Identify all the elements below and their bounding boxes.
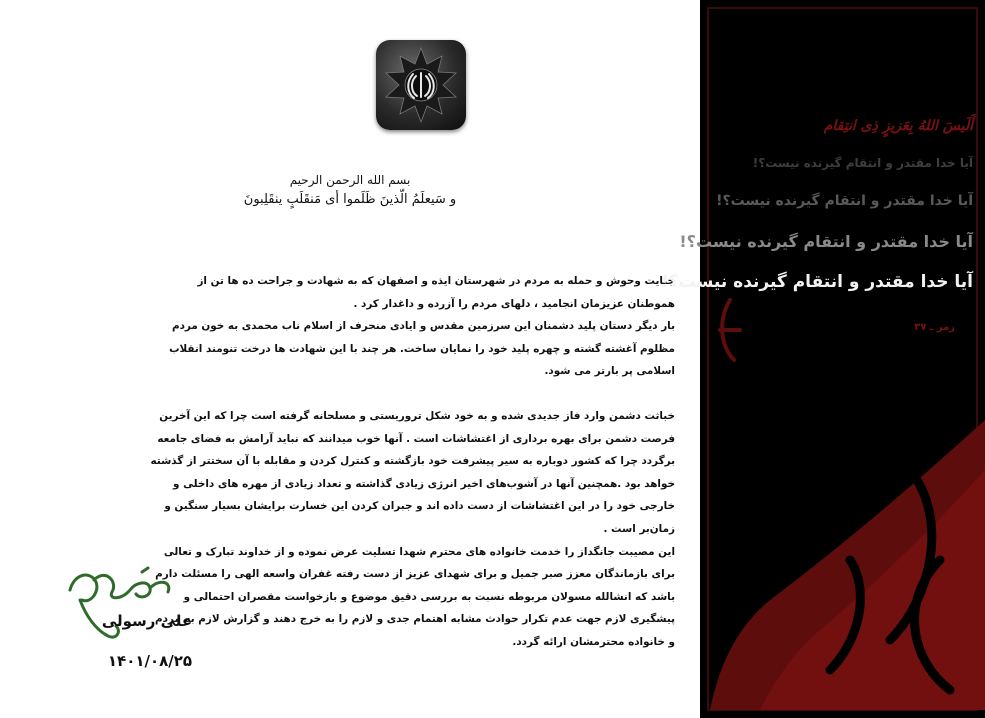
statement-body: [150, 270, 675, 654]
poster-line: آیا خدا مقتدر و انتقام گیرنده نیست؟!: [716, 193, 973, 209]
paragraph: خباثت دشمن وارد فاز جدیدی شده و به خود شکل تروریستی و مسلحانه گرفته است چرا که این آخرین فرصت دشمن برای بهره برداری از اغتشاشات است . آنها خوب میدانند که نباید آرامش به فضای جامعه برگردد چرا که کشور دوباره به سیر پیشرفت خود بازگشته و کنترل کردن و مقابله با آن سختتر از گذشته خواهد بود .همچنین آنها در آشوب‌های اخیر انرژی زیادی گذاشته و تعداد زیادی از مهره های داخلی و خارجی خود را در این اغتشاشات از دست داده اند و جبران کردن این خسارت برایشان بسیار سنگین و زمان‌بر است .: [150, 409, 675, 535]
poster-text-group: [661, 0, 985, 718]
poster-line: آیا خدا مقتدر و انتقام گیرنده نیست؟!: [679, 232, 973, 251]
signatory-name: علی رسولی: [101, 612, 193, 630]
paragraph: این مصیبت جانگداز را خدمت خانواده های محترم شهدا تسلیت عرض نموده و از خداوند تبارک و تعالی برای بازماندگان معزز صبر جمیل و برای شهدای عزیز از دست رفته غفران واسعه الهی را مسئلت دارم باشد که انشالله مسولان مربوطه نسبت به بررسی دقیق موضوع و بازخواست مقصران احتمالی و پیشگیری لازم جهت عدم تکرار حوادث مشابه اهتمام جدی و لازم را به خرج دهند و گزارش لازم به مردم و خانواده محترمشان ارائه گردد.: [154, 545, 675, 648]
poster-verse-arabic: أَلَیسَ اللهُ بِعَزیزٍ ذِی انتِقام: [823, 118, 973, 134]
statement-date: ۱۴۰۱/۰۸/۲۵: [107, 652, 193, 670]
bismillah-text: بسم الله الرحمن الرحیم: [289, 173, 411, 187]
paragraph: جنایت وحوش و حمله به مردم در شهرستان ایذه و اصفهان که به شهادت و جراحت ده ها تن از هموطنان عزیزمان انجامید ، دلهای مردم را آزرده و داغدار کرد .: [197, 275, 675, 310]
opening-invocation: [200, 170, 500, 210]
poster-line: آیا خدا مقتدر و انتقام گیرنده نیست؟!: [752, 156, 973, 170]
quran-verse: و سَیعلَمُ الّذینَ ظَلَموا أی مَنقَلَبٍ ینقَلِبونَ: [243, 192, 457, 207]
poster-line: آیا خدا مقتدر و انتقام گیرنده نیست؟!: [661, 272, 973, 292]
quote-poster: [661, 0, 985, 718]
paragraph: بار دیگر دستان پلید دشمنان این سرزمین مقدس و ایادی منحرف از اسلام ناب محمدی به خون مردم مظلوم آغشته گشته و چهره پلید خود را نمایان ساخت. هر چند با این شهادت ها درخت تنومند انقلاب اسلامی پر بارتر می شود.: [169, 320, 675, 378]
poster-verse-reference: زمر ـ ۳۷: [914, 322, 955, 333]
iran-emblem-icon: [376, 40, 466, 130]
